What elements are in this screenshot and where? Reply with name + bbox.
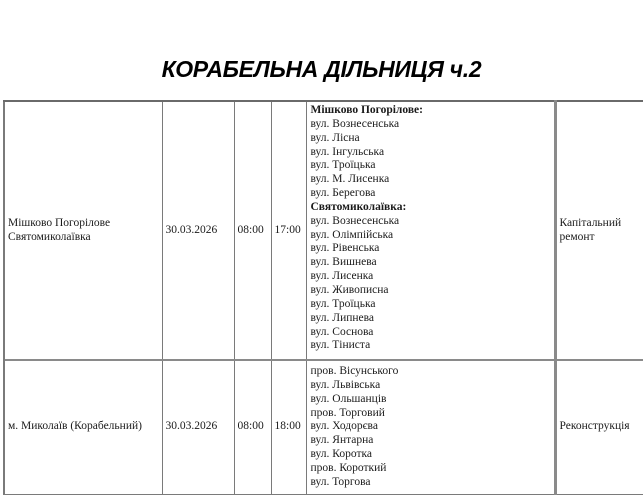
location-line: Святомиколаївка [8, 230, 91, 243]
work-type-line: Капітальний [559, 216, 622, 229]
street-item: вул. Янтарна [310, 434, 374, 447]
street-item: вул. Троїцька [310, 297, 376, 310]
location-cell [4, 360, 162, 494]
page-title: КОРАБЕЛЬНА ДІЛЬНИЦЯ ч.2 [161, 56, 482, 82]
street-item: вул. Соснова [310, 325, 374, 338]
street-item: вул. Ходорєва [310, 420, 378, 433]
settlement-header: Святомиколаївка: [310, 200, 407, 213]
street-item: вул. Львівська [310, 378, 381, 391]
settlement-header: Мішково Погорілове: [310, 104, 423, 116]
date-cell: 30.03.2026 [162, 360, 234, 494]
street-item: пров. Вісунського [310, 365, 399, 377]
street-item: пров. Короткий [310, 461, 387, 474]
table-row [4, 360, 643, 494]
street-item: вул. Вишнева [310, 256, 377, 269]
street-item: вул. Берегова [310, 187, 376, 200]
location-line: м. Миколаїв (Корабельний) [8, 420, 142, 433]
end-time-cell: 17:00 [271, 101, 306, 360]
street-item: вул. Олімпійська [310, 228, 394, 241]
work-type-line: ремонт [559, 230, 595, 243]
outage-schedule-table [3, 100, 643, 495]
table-row [4, 101, 643, 360]
street-item: вул. Лісна [310, 131, 360, 144]
street-item: вул. Ольшанців [310, 392, 387, 405]
street-item: вул. Лисенка [310, 270, 374, 283]
street-item: вул. Торгова [310, 475, 371, 488]
streets-cell [306, 360, 555, 494]
street-item: вул. Рівенська [310, 242, 380, 255]
street-item: вул. М. Лисенка [310, 173, 390, 186]
end-time-cell: 18:00 [271, 360, 306, 494]
work-type-cell [555, 101, 643, 360]
start-time-cell: 08:00 [234, 101, 271, 360]
location-cell [4, 101, 162, 360]
work-type-cell [555, 360, 643, 494]
street-item: вул. Троїцька [310, 159, 376, 172]
location-line: Мішково Погорілове [8, 216, 111, 229]
street-item: вул. Живописна [310, 283, 389, 296]
work-type-line: Реконструкція [559, 420, 630, 433]
street-item: вул. Вознесенська [310, 117, 400, 130]
street-item: вул. Інгульська [310, 145, 385, 158]
street-item: вул. Коротка [310, 448, 373, 461]
street-item: вул. Вознесенська [310, 214, 400, 227]
street-item: вул. Липнева [310, 311, 375, 324]
start-time-cell: 08:00 [234, 360, 271, 494]
date-cell: 30.03.2026 [162, 101, 234, 360]
streets-cell [306, 101, 555, 360]
street-item: вул. Тіниста [310, 339, 371, 352]
street-item: пров. Торговий [310, 406, 385, 419]
